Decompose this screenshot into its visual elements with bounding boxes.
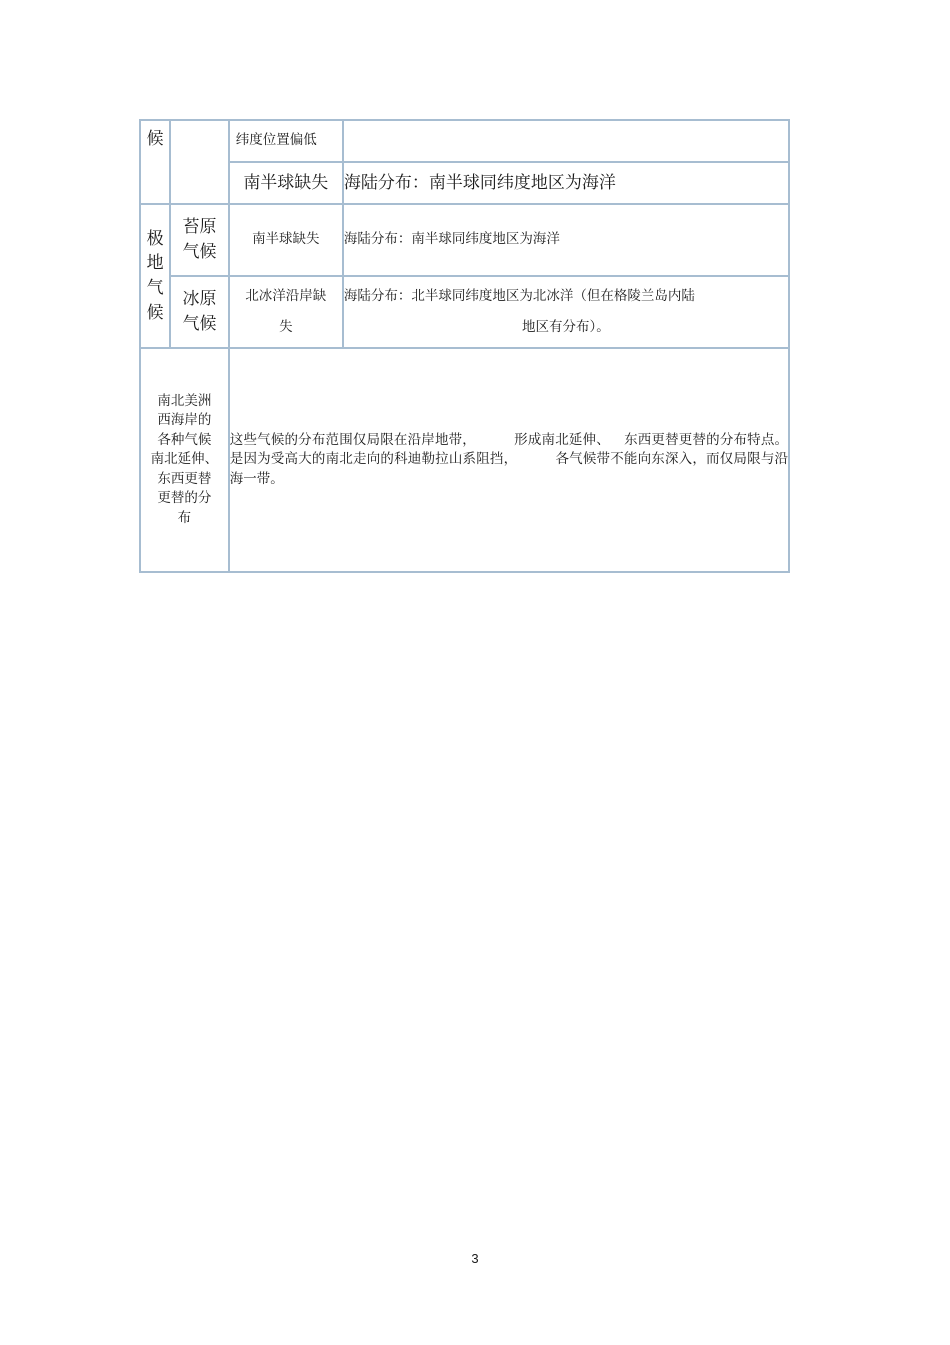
cause-cell [229, 204, 343, 276]
table-row [140, 120, 789, 162]
desc-part: 是因为受高大的南北走向的科迪勒拉山系阻挡， [229, 451, 518, 468]
note-cell [343, 162, 789, 204]
polar-climate-group-cell [140, 204, 170, 348]
cause-cell [229, 162, 343, 204]
climate-table [139, 119, 790, 573]
cause-line: 失 [279, 319, 293, 335]
table-row [140, 204, 789, 276]
cause-cell [229, 120, 343, 162]
note-cell [343, 204, 789, 276]
page-number: 3 [471, 1251, 479, 1266]
subtype-name-line: 气候 [182, 314, 217, 334]
desc-part: 这些气候的分布范围仅局限在沿岸地带， [229, 431, 476, 448]
cause-line: 北冰洋沿岸缺 [245, 288, 327, 304]
cause-text: 纬度位置偏低 [235, 132, 317, 149]
group-char: 地 [146, 253, 164, 274]
label-line: 布 [177, 509, 192, 526]
note-cell [343, 120, 789, 162]
group-char: 气 [146, 278, 164, 298]
subtype-name-line: 苔原 [182, 217, 217, 238]
table-row [140, 276, 789, 348]
label-line: 更替的分 [157, 490, 212, 507]
label-line: 东西更替 [157, 470, 212, 487]
cause-text: 南半球缺失 [243, 172, 329, 193]
climate-group-char: 候 [146, 129, 164, 149]
note-line: 地区有分布）。 [522, 319, 610, 335]
cause-text: 南半球缺失 [252, 231, 320, 248]
label-line: 西海岸的 [157, 412, 212, 429]
table-row [140, 162, 789, 204]
climate-group-cell [140, 120, 170, 204]
note-text: 海陆分布：南半球同纬度地区为海洋 [343, 231, 560, 248]
americas-label-cell [140, 348, 229, 572]
desc-part: 东西更替更替的分布特点。 [623, 431, 789, 448]
empty-subtype-cell [170, 120, 229, 204]
subtype-name-line: 气候 [182, 242, 217, 262]
icecap-climate-cell [170, 276, 229, 348]
americas-description-cell [229, 348, 789, 572]
note-line: 海陆分布：北半球同纬度地区为北冰洋（但在格陵兰岛内陆 [343, 288, 695, 304]
label-line: 南北美洲 [157, 392, 212, 409]
tundra-climate-cell [170, 204, 229, 276]
subtype-name-line: 冰原 [182, 289, 217, 310]
note-text: 海陆分布：南半球同纬度地区为海洋 [343, 172, 616, 193]
label-line: 南北延伸、 [150, 451, 219, 468]
desc-part: 各气候带不能向东深入，而仅局限与沿海一带。 [229, 451, 789, 487]
group-char: 极 [146, 228, 164, 249]
table-row [140, 348, 789, 572]
desc-part: 形成南北延伸、 [513, 431, 610, 448]
group-char: 候 [146, 302, 164, 323]
cause-cell [229, 276, 343, 348]
label-line: 各种气候 [157, 431, 212, 448]
note-cell [343, 276, 789, 348]
